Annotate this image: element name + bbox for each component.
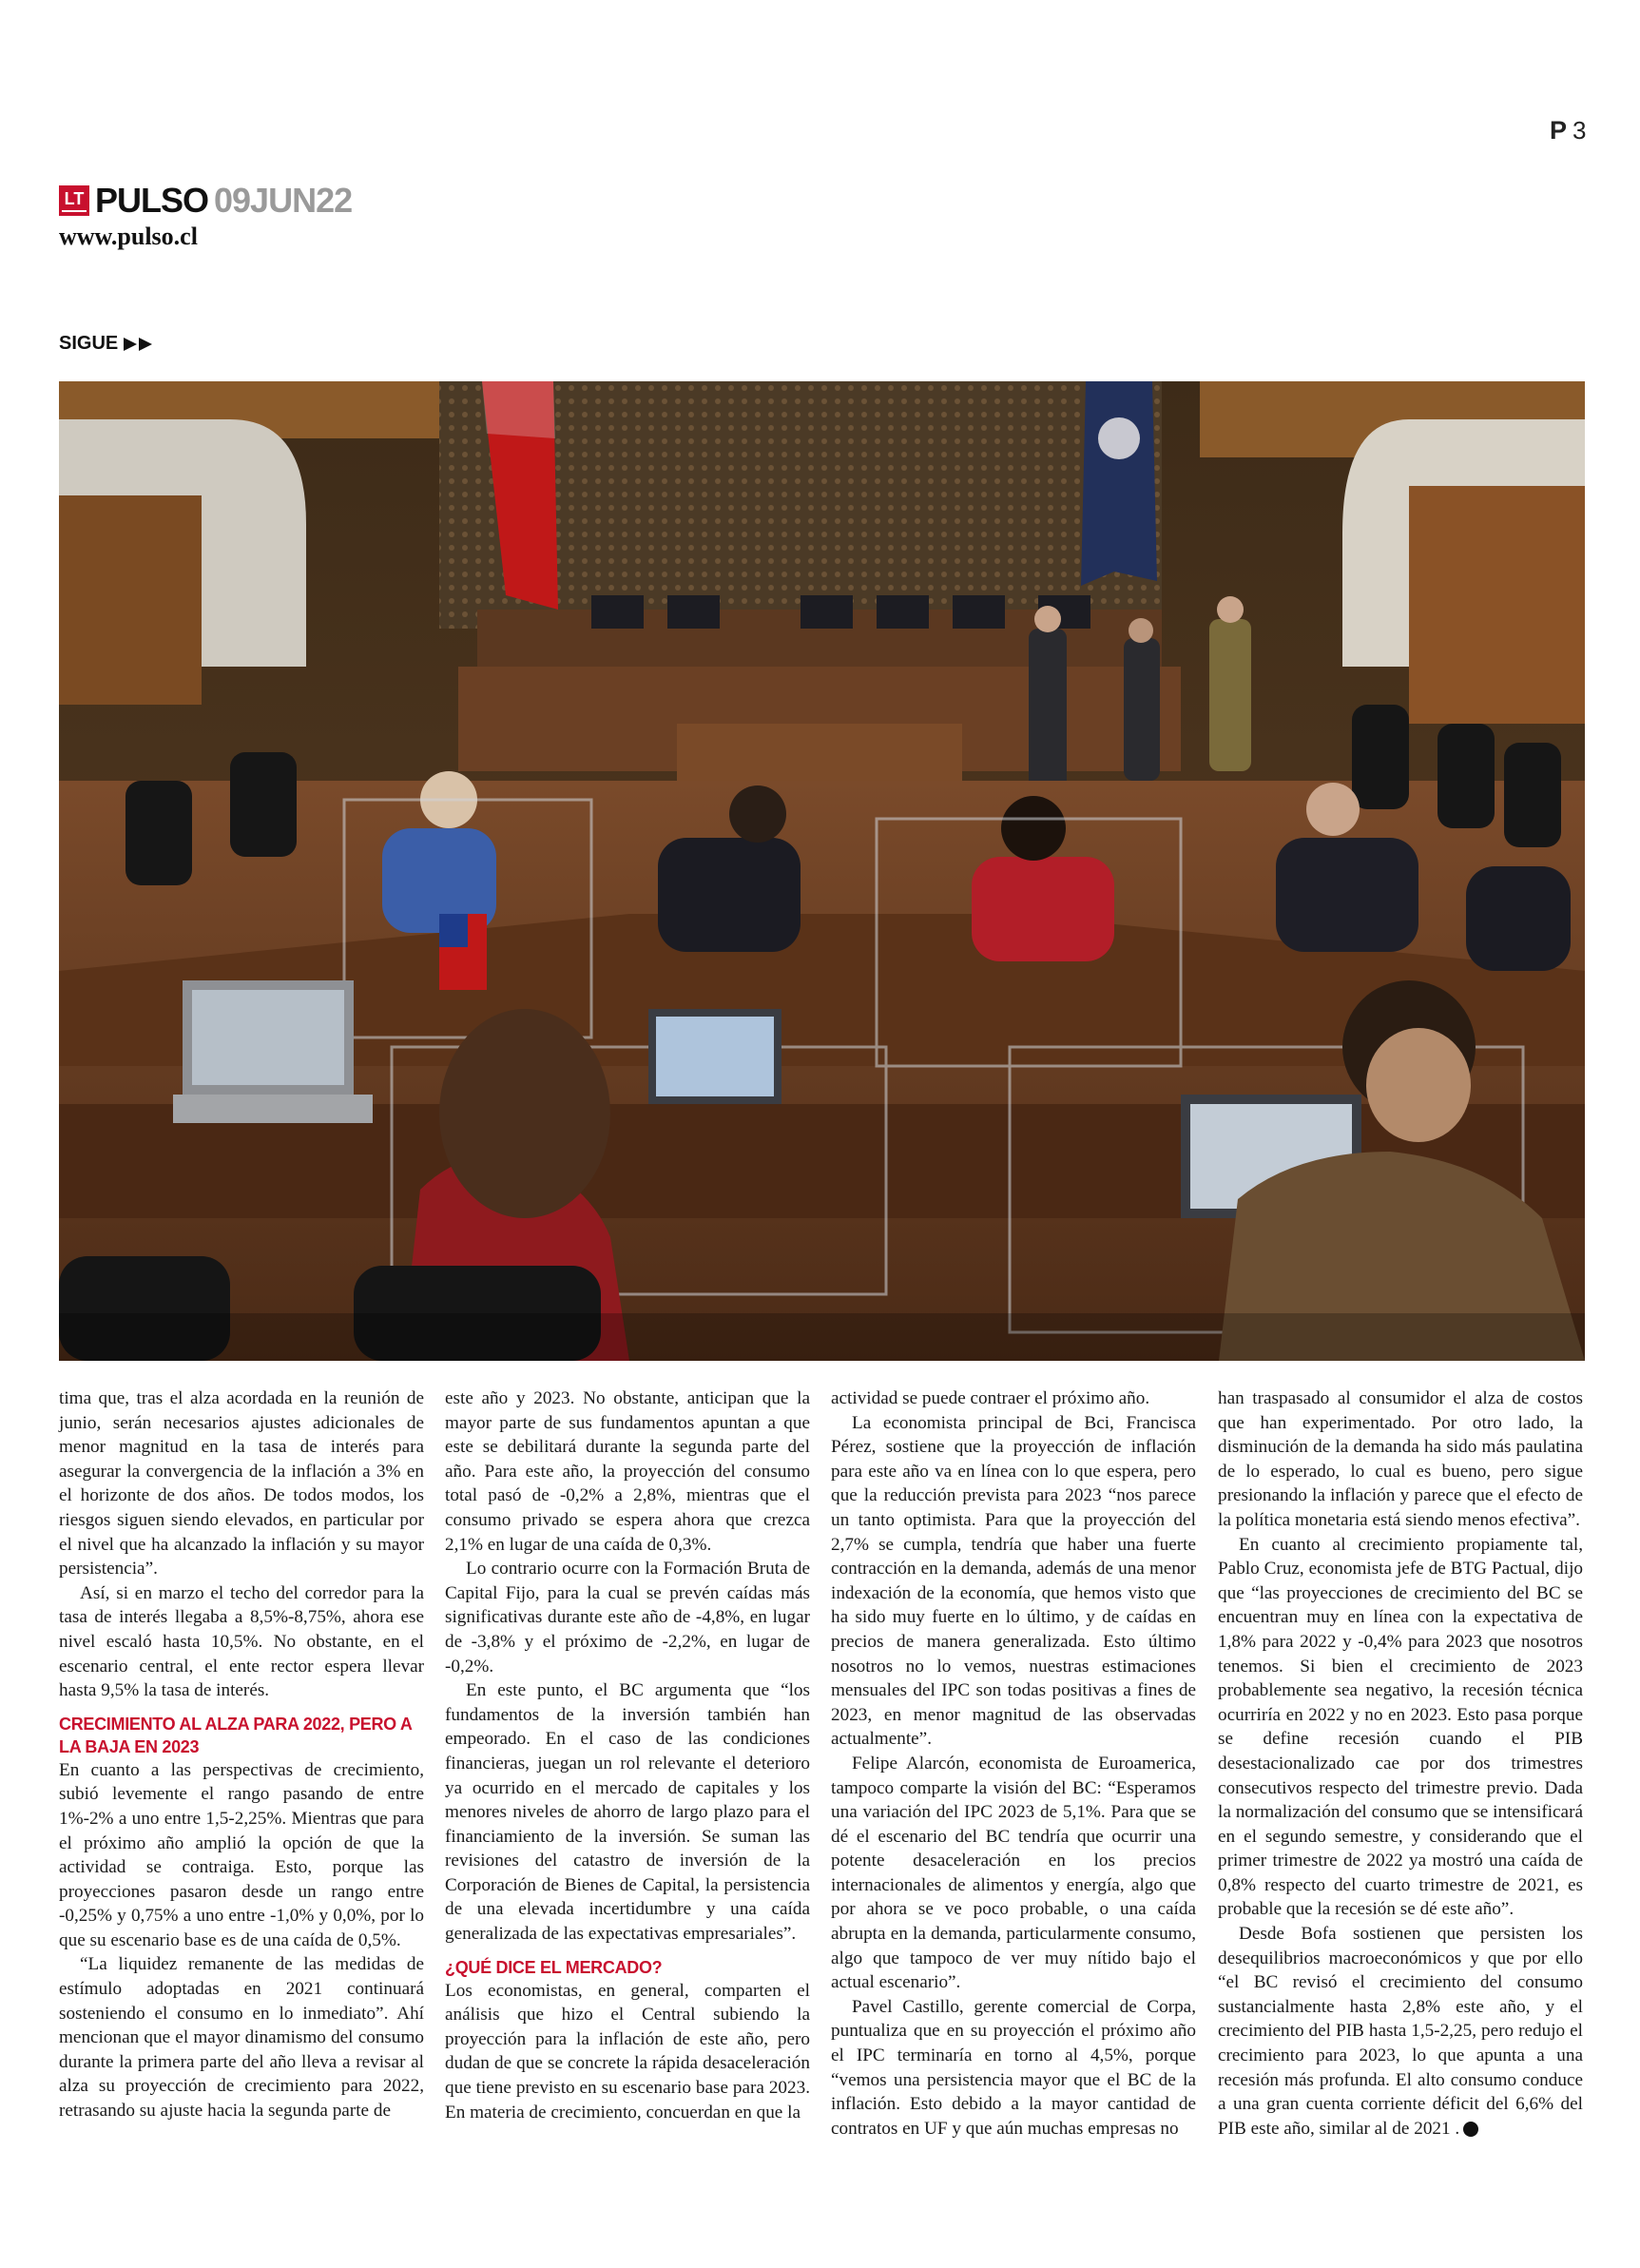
site-url[interactable]: www.pulso.cl	[59, 223, 198, 250]
article-column-2	[445, 1386, 810, 2124]
edition-date: 09JUN22	[214, 181, 353, 220]
page-number	[1550, 116, 1586, 145]
section-heading: CRECIMIENTO AL ALZA PARA 2022, PERO A LA BAJA EN 2023	[59, 1714, 412, 1756]
article-column-4	[1218, 1386, 1583, 2141]
paragraph: La economista principal de Bci, Francisca Pérez, sostiene que la proyección de inflación para este año va en línea con lo que espera, pero que la reducción prevista para 2023 “nos parece un tanto optimista. Para que la proyección del 2,7% se cumpla, tendría que haber una fuerte contracción en la demanda, además de una menor indexación de la economía, que hemos visto que ha sido muy fuerte en lo último, y de caídas en precios de manera generalizada. Esto último nosotros no lo vemos, nuestras estimaciones mensuales del IPC son todas positivas a fines de 2023, en menor magnitud de las observadas actualmente”.	[831, 1412, 1196, 1750]
paragraph: Los economistas, en general, comparten el análisis que hizo el Central subiendo la proyección para la inflación de este año, pero dudan de que se concrete la rápida desaceleración que tiene previsto en su escenario base para 2023. En materia de crecimiento, concuerdan en que la	[445, 1980, 810, 2123]
paragraph: “La liquidez remanente de las medidas de estímulo adoptadas en 2021 continuará sosteniendo el consumo en lo inmediato”. Ahí mencionan que el mayor dinamismo del consumo durante la primera parte del año lleva a revisar al alza su proyección de crecimiento para 2022, retrasando su ajuste hacia la segunda parte de	[59, 1954, 424, 2122]
paragraph: En cuanto al crecimiento propiamente tal, Pablo Cruz, economista jefe de BTG Pactual, dijo que “las proyecciones de crecimiento del BC se encuentran muy en línea con la expectativa de 1,8% para 2022 y -0,4% para 2023 que nosotros tenemos. Si bien el crecimiento de 2023 probablemente sea negativo, la recesión técnica ocurriría en 2022 y no en 2023. Esto pasa porque se define recesión cuando el PIB desestacionalizado cae por dos trimestres consecutivos respecto del trimestre previo. Dada la normalización del consumo que se intensificará en el segundo semestre, y considerando que el primer trimestre de 2022 ya mostró una caída de 0,8% respecto del cuarto trimestre de 2021, es probable que la recesión se dé este año”.	[1218, 1534, 1583, 1920]
paragraph: este año y 2023. No obstante, anticipan que la mayor parte de sus fundamentos apuntan a que este se debilitará durante la segunda parte del año. Para este año, la proyección del consumo total pasó de -0,2% a 2,8%, mientras que el consumo privado se espera ahora que crezca 2,1% en lugar de una caída de 0,3%.	[445, 1388, 810, 1555]
brand-name: PULSO	[95, 181, 209, 220]
photo-illustration	[59, 381, 1585, 1361]
paragraph: Pavel Castillo, gerente comercial de Corpa, puntualiza que en su proyección el próximo año el IPC terminaría en torno al 4,5%, porque “vemos una persistencia mayor que el BC de la inflación. Esto debido a la mayor cantidad de contratos en UF y que aún muchas empresas no	[831, 1996, 1196, 2139]
article-body	[59, 1386, 1588, 2223]
paragraph: En este punto, el BC argumenta que “los fundamentos de la inversión también han empeorado. En el caso de las condiciones financieras, juegan un rol relevante el deterioro ya ocurrido en el mercado de capitales y los menores niveles de ahorro de largo plazo para el financiamiento de la inversión. Se suman las revisiones del catastro de inversión de la Corporación de Bienes de Capital, la persistencia de una elevada incertidumbre y una caída generalizada de las expectativas empresariales”.	[445, 1680, 810, 1945]
article-column-1	[59, 1386, 424, 2123]
paragraph: En cuanto a las perspectivas de crecimiento, subió levemente el rango pasando de entre 1%-2% a uno entre 1,5-2,25%. Mientras que para el próximo año amplió la opción de que la actividad se contraiga. Esto, porque las proyecciones pasaron desde un rango entre -0,25% y 0,75% a uno entre -1,0% y 0,0%, por lo que su escenario base es de una caída de 0,5%.	[59, 1759, 424, 1950]
double-arrow-icon	[124, 337, 156, 352]
masthead	[59, 181, 352, 221]
paragraph	[1218, 1922, 1583, 2141]
page-number-value: 3	[1572, 116, 1587, 145]
paragraph-text: Desde Bofa sostienen que persisten los desequilibrios macroeconómicos y que por ello “el BC revisó el crecimiento del consumo sustancialmente hasta 2,8% este año, y el crecimiento del PIB hasta 1,5-2,25, pero redujo el crecimiento para 2023, lo que apunta a una recesión más profunda. El alto consumo conduce a una gran cuenta corriente déficit del 6,6% del PIB este año, similar al de 2021 .	[1218, 1924, 1583, 2139]
chamber-photo	[59, 381, 1585, 1361]
la-tercera-logo: LT	[59, 185, 89, 216]
paragraph: Felipe Alarcón, economista de Euroamerica, tampoco comparte la visión del BC: “Esperamos una variación del IPC 2023 de 5,1%. Para que se dé el escenario del BC tendría que ocurrir una potente desaceleración en los precios internacionales de alimentos y energía, algo que por ahora se ve poco probable, o una caída abrupta en la demanda, particularmente consumo, algo que tampoco de ver muy nítido bajo el actual escenario”.	[831, 1753, 1196, 1993]
paragraph: Lo contrario ocurre con la Formación Bruta de Capital Fijo, para la cual se prevén caídas más significativas durante este año de -4,8%, en lugar de -3,8% y el próximo de -2,2%, en lugar de -0,2%.	[445, 1559, 810, 1677]
section-heading: ¿QUÉ DICE EL MERCADO?	[445, 1957, 663, 1977]
paragraph: Así, si en marzo el techo del corredor para la tasa de interés llegaba a 8,5%-8,75%, ahora ese nivel escaló hasta 10,5%. No obstante, en el escenario central, el ente rector espera llevar hasta 9,5% la tasa de interés.	[59, 1582, 424, 1701]
article-column-3	[831, 1386, 1196, 2141]
paragraph: han traspasado al consumidor el alza de costos que han experimentado. Por otro lado, la disminución de la demanda ha sido más paulatina de lo esperado, lo cual es bueno, pero sigue presionando la inflación y parece que el efecto de la política monetaria está siendo menos efectiva”.	[1218, 1388, 1583, 1530]
paragraph: actividad se puede contraer el próximo año.	[831, 1388, 1150, 1408]
continue-label: SIGUE	[59, 333, 119, 354]
end-of-article-icon: P	[1463, 2122, 1478, 2137]
paragraph: tima que, tras el alza acordada en la reunión de junio, serán necesarios ajustes adicionales de menor magnitud en la tasa de interés para asegurar la convergencia de la inflación a 3% en el horizonte de dos años. De todos modos, los riesgos siguen siendo elevados, en particular por el nivel que ha alcanzado la inflación y su mayor persistencia”.	[59, 1388, 424, 1580]
pulso-p-icon: P	[1550, 116, 1568, 145]
continue-marker	[59, 333, 156, 355]
